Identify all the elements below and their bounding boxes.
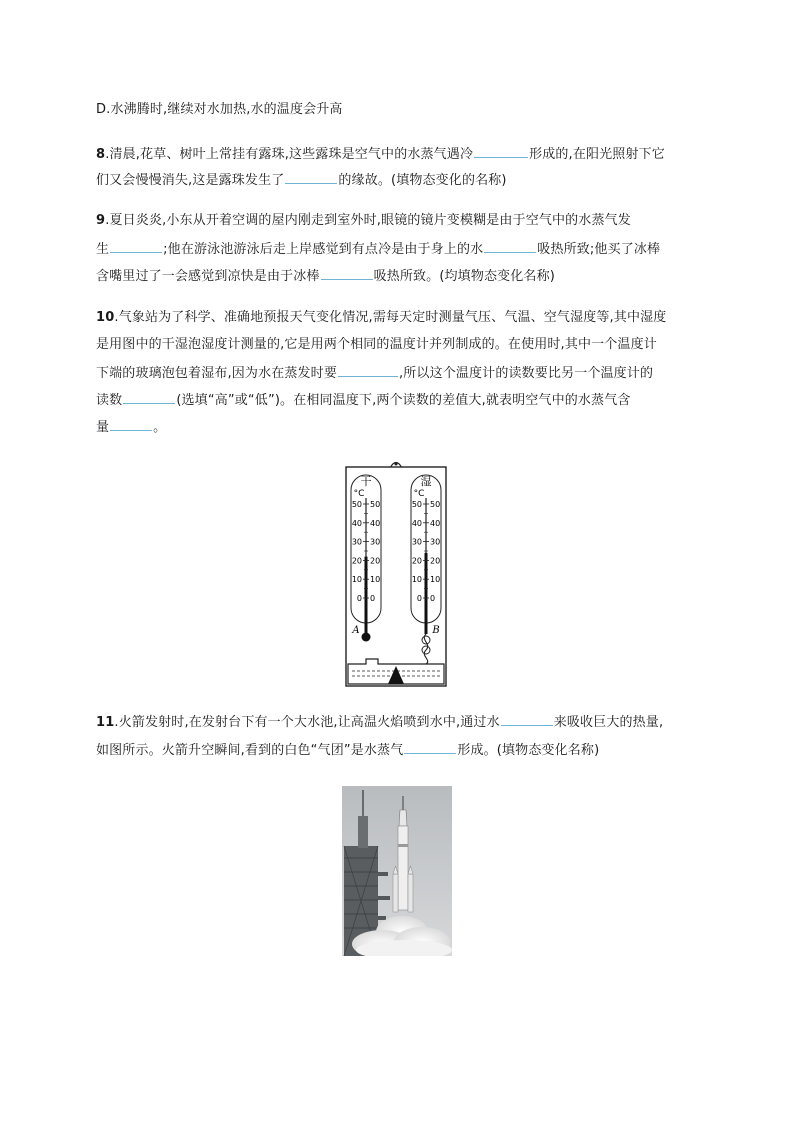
dry-bulb — [362, 633, 371, 642]
q11-blank-2[interactable] — [404, 741, 456, 754]
q10-text-5a: 量 — [96, 420, 110, 435]
dry-tick-label: 20 — [351, 556, 362, 566]
q9-text-2c: 吸热所致;他买了冰棒 — [537, 242, 661, 257]
q8-line-1 — [96, 145, 665, 163]
q10-line-2 — [96, 337, 657, 353]
option-d-text: D.水沸腾时,继续对水加热,水的温度会升高 — [96, 102, 343, 117]
wet-tick-label: 0 — [430, 594, 436, 603]
wet-tick-label: 50 — [411, 500, 422, 509]
option-d — [96, 102, 343, 118]
q9-line-1 — [96, 213, 631, 229]
q8-text-1a: .清晨,花草、树叶上常挂有露珠,这些露珠是空气中的水蒸气遇冷 — [105, 147, 474, 162]
q10-blank-1[interactable] — [338, 364, 398, 377]
dry-unit: °C — [353, 489, 365, 499]
q9-line-3 — [96, 267, 555, 285]
q9-blank-2[interactable] — [484, 240, 536, 253]
dry-tick-label: 40 — [351, 518, 362, 528]
q11-number: 11 — [96, 715, 115, 730]
q9-line-2 — [96, 240, 660, 258]
dry-tick-label: 0 — [370, 594, 376, 603]
q9-number: 9 — [96, 213, 106, 228]
q9-text-3b: 吸热所致。(均填物态变化名称) — [373, 269, 555, 284]
q10-text-5b: 。 — [153, 420, 167, 435]
wet-unit: °C — [413, 489, 425, 499]
dry-tick-label: 30 — [370, 537, 381, 547]
dry-tick-label: 10 — [370, 575, 381, 585]
q9-text-2a: 生 — [96, 242, 110, 257]
q8-text-2b: 的缘故。(填物态变化的名称) — [338, 173, 507, 188]
q9-text-1: .夏日炎炎,小东从开着空调的屋内刚走到室外时,眼镜的镜片变模糊是由于空气中的水蒸气发 — [105, 213, 631, 228]
wet-title: 湿 — [420, 475, 432, 488]
q11-line-1 — [96, 713, 663, 731]
q8-blank-1[interactable] — [474, 145, 528, 158]
q10-blank-3[interactable] — [110, 418, 152, 431]
dry-tick-label: 0 — [356, 594, 362, 603]
wet-tick-label: 10 — [430, 575, 441, 585]
q11-text-2a: 如图所示。火箭升空瞬间,看到的白色“气团”是水蒸气 — [96, 743, 404, 758]
q10-line-1 — [96, 310, 666, 326]
dry-tick-label: 50 — [370, 500, 381, 509]
wet-mercury-column — [425, 553, 428, 634]
dry-tick-label: 40 — [370, 518, 381, 528]
dry-tick-label: 30 — [351, 537, 362, 547]
q8-number: 8 — [96, 147, 106, 162]
dry-label: A — [352, 625, 360, 636]
q11-text-1b: 来吸收巨大的热量, — [553, 715, 664, 730]
hygrometer-figure — [344, 458, 448, 690]
q11-text-1a: .火箭发射时,在发射台下有一个大水池,让高温火焰喷到水中,通过水 — [114, 715, 500, 730]
wet-tick-label: 30 — [430, 537, 441, 547]
q10-text-3a: 下端的玻璃泡包着湿布,因为水在蒸发时要 — [96, 366, 337, 381]
q10-text-1: .气象站为了科学、准确地预报天气变化情况,需每天定时测量气压、气温、空气湿度等,其中湿度 — [114, 310, 667, 325]
q10-line-4 — [96, 391, 631, 409]
wet-tick-label: 50 — [430, 500, 441, 509]
rocket-launch-photo — [342, 786, 452, 956]
q11-blank-1[interactable] — [501, 713, 553, 726]
dry-title: 干 — [360, 475, 372, 488]
dry-mercury-column — [365, 557, 368, 634]
q9-blank-1[interactable] — [110, 240, 162, 253]
q10-text-3b: ,所以这个温度计的读数要比另一个温度计的 — [398, 366, 654, 381]
dry-tick-label: 50 — [351, 500, 362, 509]
dry-thermometer — [351, 475, 381, 642]
q11-line-2 — [96, 741, 599, 759]
dry-tick-label: 20 — [370, 556, 381, 566]
q8-text-2a: 们又会慢慢消失,这是露珠发生了 — [96, 173, 285, 188]
q8-text-1b: 形成的,在阳光照射下它 — [529, 147, 665, 162]
q9-text-3a: 含嘴里过了一会感觉到凉快是由于冰棒 — [96, 269, 320, 284]
q11-text-2b: 形成。(填物态变化名称) — [457, 743, 600, 758]
wet-tick-label: 20 — [411, 556, 422, 566]
q8-line-2 — [96, 171, 507, 189]
q9-text-2b: ;他在游泳池游泳后走上岸感觉到有点冷是由于身上的水 — [163, 242, 484, 257]
q10-text-2: 是用图中的干湿泡湿度计测量的,它是用两个相同的温度计并列制成的。在使用时,其中一个温度计 — [96, 337, 657, 352]
q10-line-5 — [96, 418, 166, 436]
dry-tick-label: 10 — [351, 575, 362, 585]
wet-tick-label: 20 — [430, 556, 441, 566]
wet-tick-label: 40 — [430, 518, 441, 528]
wet-tick-label: 30 — [411, 537, 422, 547]
wet-tick-label: 10 — [411, 575, 422, 585]
q10-text-4b: (选填“高”或“低”)。在相同温度下,两个读数的差值大,就表明空气中的水蒸气含 — [176, 393, 631, 408]
q8-blank-2[interactable] — [285, 171, 337, 184]
q10-text-4a: 读数 — [96, 393, 123, 408]
q9-blank-3[interactable] — [321, 267, 373, 280]
wet-tick-label: 40 — [411, 518, 422, 528]
q10-line-3 — [96, 364, 653, 382]
wet-label: B — [432, 625, 440, 636]
q10-blank-2[interactable] — [123, 391, 175, 404]
q10-number: 10 — [96, 310, 115, 325]
wet-tick-label: 0 — [416, 594, 422, 603]
